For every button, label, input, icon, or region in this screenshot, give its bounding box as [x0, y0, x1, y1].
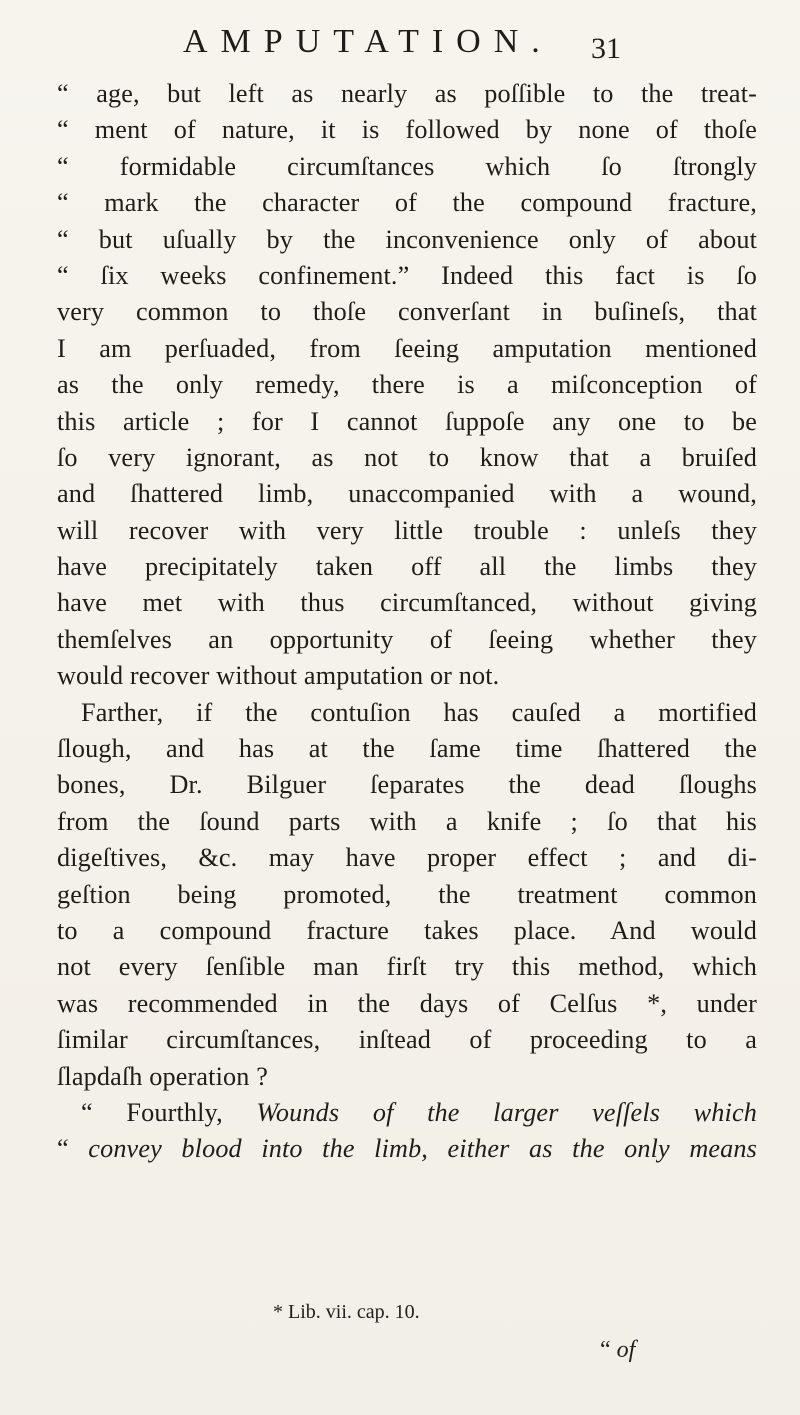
- text-line: ſo very ignorant, as not to know that a bruiſed: [57, 442, 757, 472]
- body-text: [57, 76, 757, 1168]
- footnote: * Lib. vii. cap. 10.: [273, 1301, 420, 1323]
- catchword-text: of: [616, 1337, 636, 1363]
- text-line-lead: “: [57, 1134, 89, 1164]
- text-line: I am perſuaded, from ſeeing amputation mentioned: [57, 333, 757, 363]
- catchword: [600, 1335, 635, 1365]
- page-number: 31: [591, 32, 621, 65]
- text-line: and ſhattered limb, unaccompanied with a wound,: [57, 479, 757, 509]
- text-line-mixed: [57, 1095, 757, 1131]
- text-line: this article ; for I cannot ſuppoſe any one to be: [57, 406, 757, 436]
- text-line: digeſtives, &c. may have proper effect ; and di-: [57, 843, 757, 873]
- italic-text: convey blood into the limb, either as the only means: [88, 1134, 757, 1164]
- text-line: “ ſix weeks confinement.” Indeed this fact is ſo: [57, 260, 757, 290]
- text-line: very common to thoſe converſant in buſineſs, that: [57, 297, 757, 327]
- text-line: “ ment of nature, it is followed by none of thoſe: [57, 115, 757, 145]
- text-line: was recommended in the days of Celſus *, under: [57, 988, 757, 1018]
- text-line: “ mark the character of the compound fracture,: [57, 188, 757, 218]
- text-line: ſlapdaſh operation ?: [57, 1061, 268, 1091]
- text-line: themſelves an opportunity of ſeeing whether they: [57, 624, 757, 654]
- text-line: ſlough, and has at the ſame time ſhattered the: [57, 734, 757, 764]
- text-line: not every ſenſible man firſt try this method, which: [57, 952, 757, 982]
- catchword-quote: “: [600, 1337, 617, 1363]
- text-line: “ formidable circumſtances which ſo ſtrongly: [57, 151, 757, 181]
- page-header: [183, 12, 623, 72]
- text-line: to a compound fracture takes place. And would: [57, 915, 757, 945]
- running-title: AMPUTATION.: [183, 23, 553, 60]
- text-line: bones, Dr. Bilguer ſeparates the dead ſloughs: [57, 770, 757, 800]
- text-line: “ age, but left as nearly as poſſible to the treat-: [57, 79, 757, 108]
- text-line: “ but uſually by the inconvenience only of about: [57, 224, 757, 254]
- italic-text: Wounds of the larger veſſels which: [256, 1097, 757, 1127]
- text-line: would recover without amputation or not.: [57, 661, 500, 691]
- text-line: have met with thus circumſtanced, without giving: [57, 588, 757, 618]
- text-line: ſimilar circumſtances, inſtead of proceeding to a: [57, 1025, 757, 1055]
- text-line-mixed: [57, 1131, 757, 1167]
- text-line: Farther, if the contuſion has cauſed a mortified: [81, 697, 757, 727]
- text-line: have precipitately taken off all the limbs they: [57, 552, 757, 582]
- text-line: from the ſound parts with a knife ; ſo that his: [57, 806, 757, 836]
- text-line-lead: “ Fourthly,: [81, 1097, 257, 1127]
- text-line: will recover with very little trouble : unleſs they: [57, 515, 757, 545]
- text-line: geſtion being promoted, the treatment common: [57, 879, 757, 909]
- text-line: as the only remedy, there is a miſconception of: [57, 370, 757, 400]
